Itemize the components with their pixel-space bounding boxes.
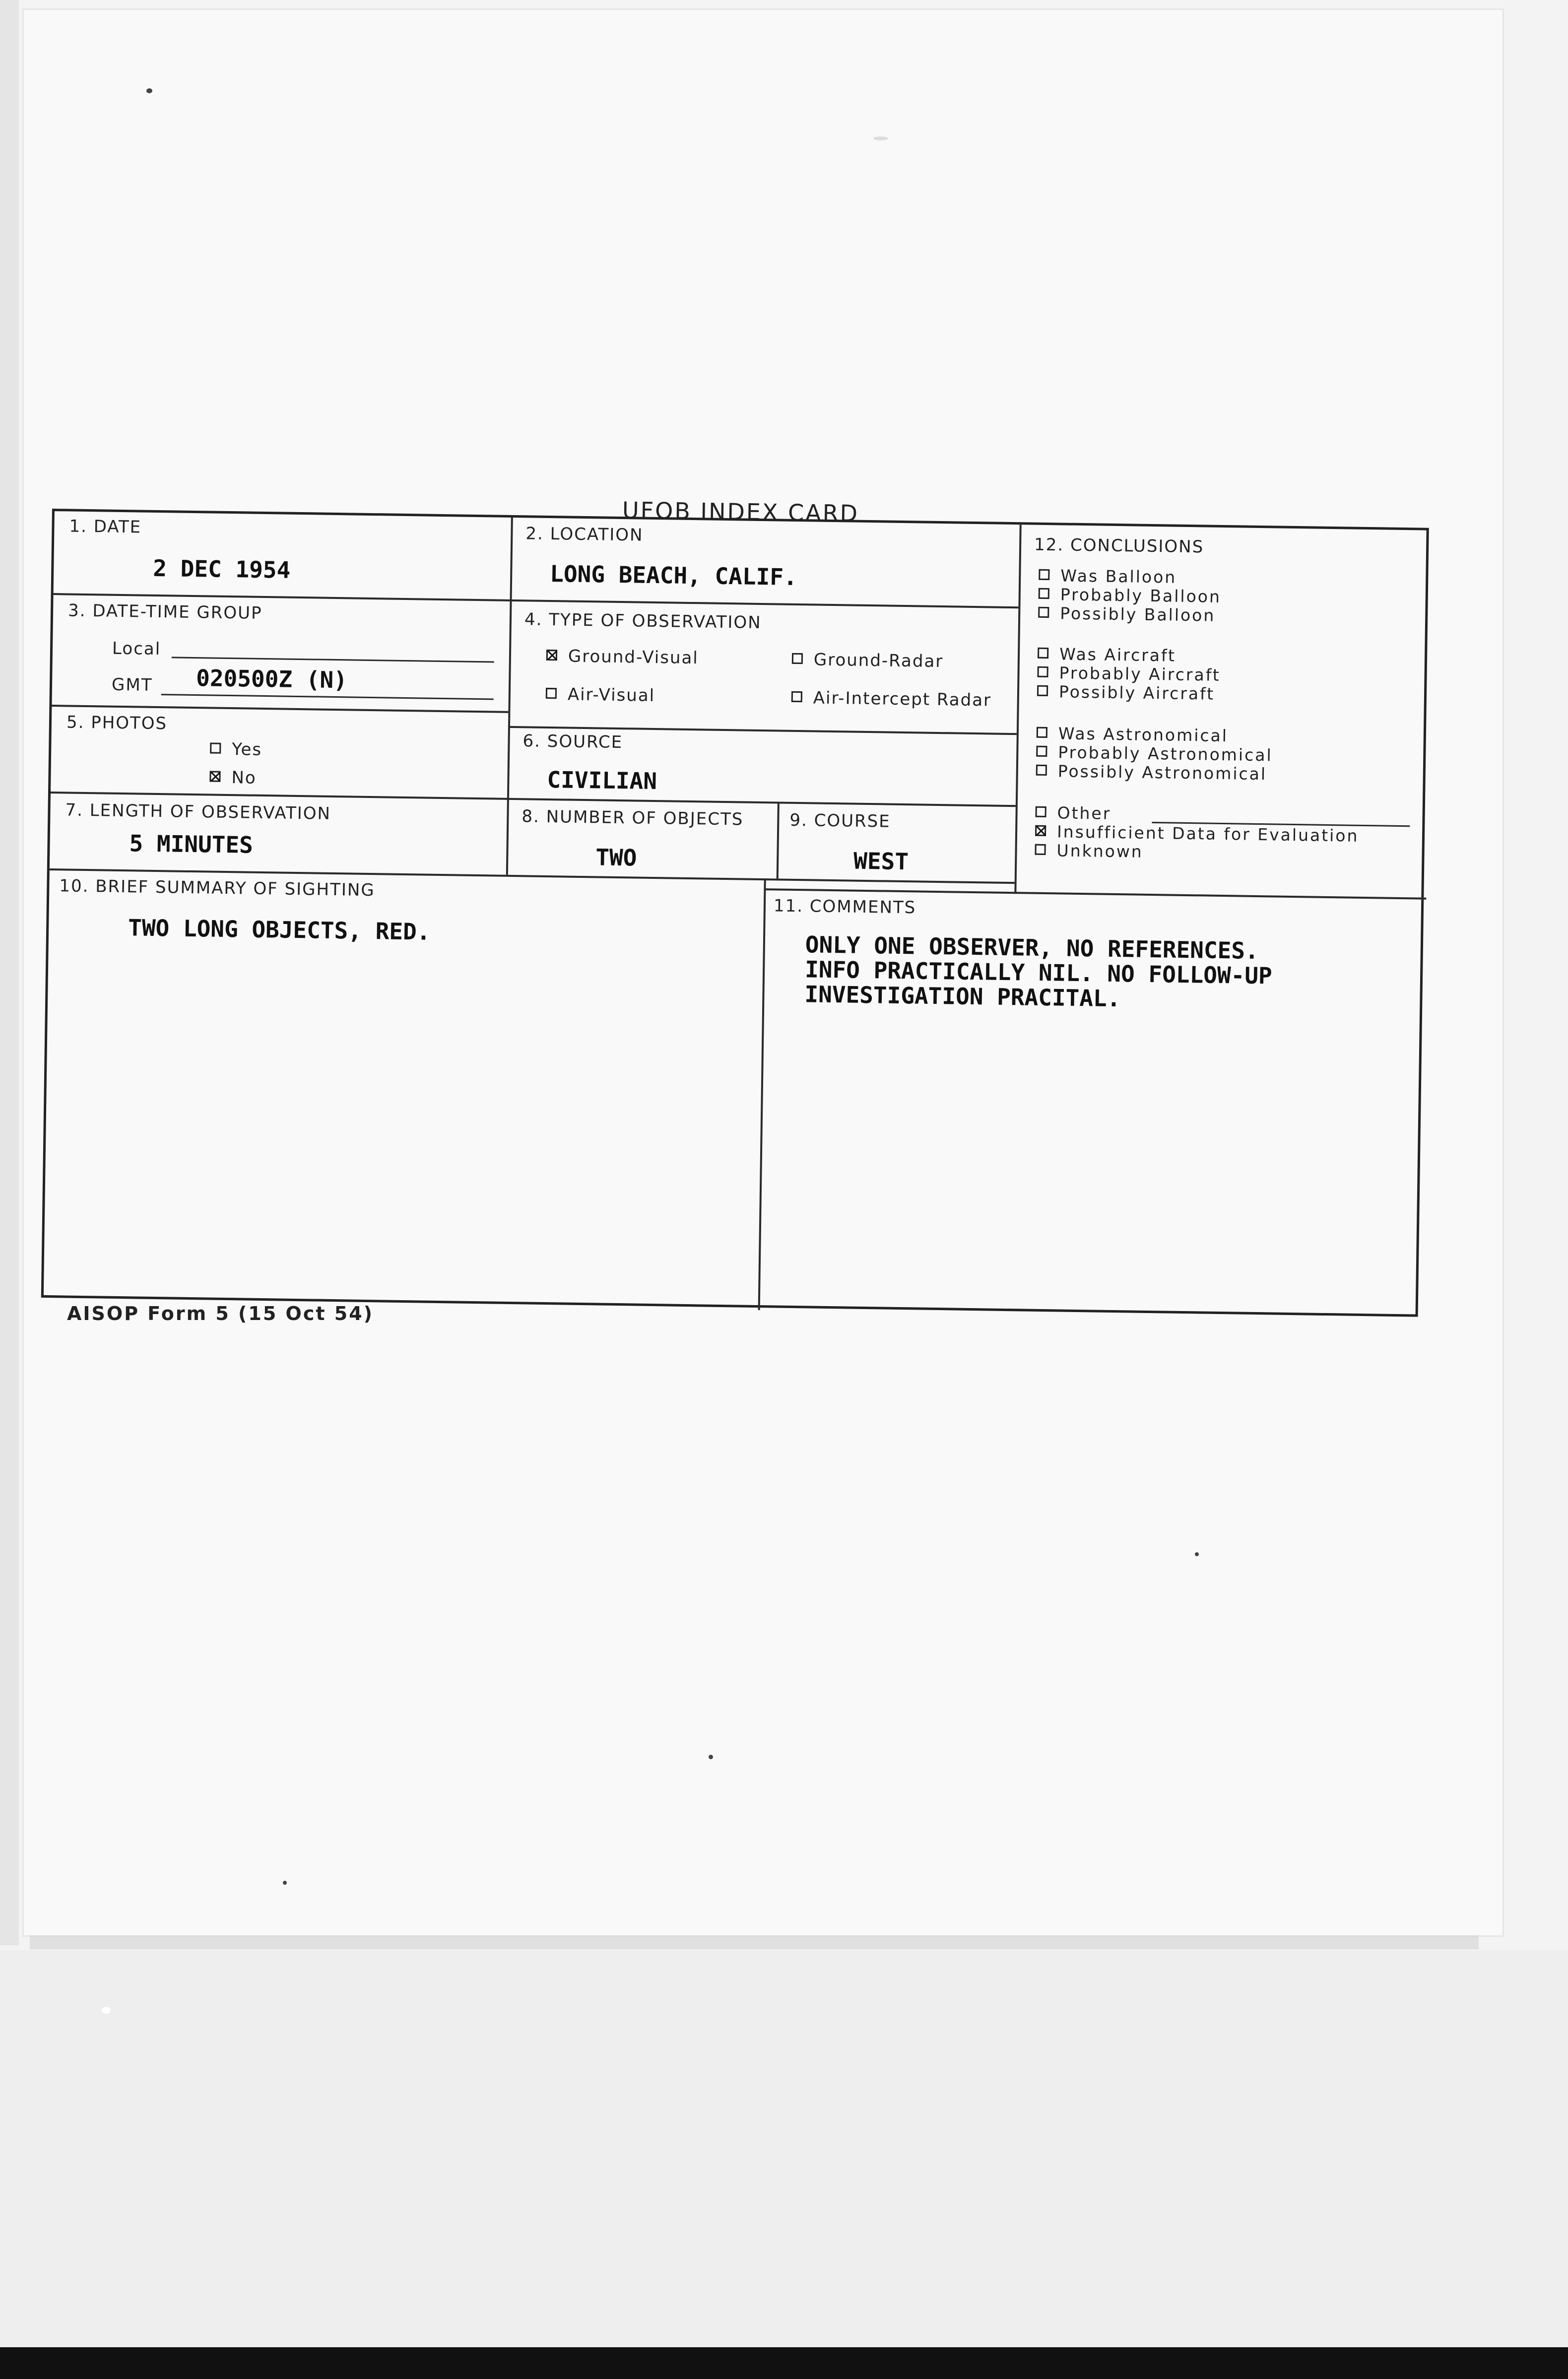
length-value: 5 MINUTES <box>129 830 254 859</box>
conclusion-probably-aircraft: Probably Aircraft <box>1037 663 1221 685</box>
date-value: 2 DEC 1954 <box>152 554 291 584</box>
source-label: 6. SOURCE <box>523 731 623 753</box>
divider <box>1014 892 1426 900</box>
conclusions-label: 12. CONCLUSIONS <box>1034 534 1204 557</box>
divider <box>764 888 1017 894</box>
scan-speck <box>873 136 888 140</box>
divider <box>1014 525 1021 892</box>
conclusion-unknown: Unknown <box>1035 841 1143 861</box>
option-ground-radar: Ground-Radar <box>792 650 944 671</box>
option-air-visual: Air-Visual <box>546 684 655 706</box>
photos-yes: Yes <box>210 739 262 759</box>
scan-speck <box>102 2007 111 2014</box>
local-underline <box>172 657 494 662</box>
checkbox-checked <box>546 649 557 660</box>
option-ground-visual: Ground-Visual <box>546 646 699 668</box>
date-label: 1. DATE <box>69 516 142 537</box>
conclusion-possibly-aircraft: Possibly Aircraft <box>1037 682 1215 704</box>
divider <box>52 705 508 713</box>
form-identifier: AISOP Form 5 (15 Oct 54) <box>67 1303 374 1324</box>
scan-speck <box>283 1881 287 1885</box>
scan-left-edge <box>0 0 19 1945</box>
checkbox <box>1039 569 1049 580</box>
num-objects-label: 8. NUMBER OF OBJECTS <box>522 806 744 830</box>
comments-line: INFO PRACTICALLY NIL. NO FOLLOW-UP <box>804 956 1273 990</box>
checkbox <box>1038 606 1049 617</box>
course-value: WEST <box>853 847 909 875</box>
conclusion-insufficient-data: Insufficient Data for Evaluation <box>1035 822 1359 846</box>
checkbox-checked <box>209 771 220 782</box>
conclusion-was-balloon: Was Balloon <box>1039 566 1176 587</box>
num-objects-value: TWO <box>595 844 637 871</box>
photos-no: No <box>209 767 257 788</box>
dtg-gmt-value: 020500Z (N) <box>196 664 348 694</box>
divider <box>758 878 766 1310</box>
conclusion-possibly-balloon: Possibly Balloon <box>1038 603 1216 625</box>
option-air-intercept-radar: Air-Intercept Radar <box>791 688 992 711</box>
checkbox <box>1037 727 1047 737</box>
checkbox <box>1036 764 1047 775</box>
checkbox-checked <box>1035 825 1046 836</box>
photos-label: 5. PHOTOS <box>66 712 168 734</box>
checkbox <box>546 687 557 698</box>
checkbox <box>1036 745 1047 756</box>
comments-line: INVESTIGATION PRACITAL. <box>804 981 1121 1012</box>
course-label: 9. COURSE <box>789 810 891 832</box>
length-label: 7. LENGTH OF OBSERVATION <box>65 800 331 824</box>
page-bottom-edge <box>30 1935 1479 1949</box>
location-label: 2. LOCATION <box>525 524 644 545</box>
gmt-underline <box>161 694 494 700</box>
checkbox <box>1039 588 1049 598</box>
comments-line: ONLY ONE OBSERVER, NO REFERENCES. <box>805 931 1259 965</box>
card-title: UFOB INDEX CARD <box>622 497 859 527</box>
scan-speck <box>709 1755 713 1759</box>
scan-background <box>0 1950 1568 2347</box>
summary-label: 10. BRIEF SUMMARY OF SIGHTING <box>59 876 375 901</box>
conclusion-possibly-astronomical: Possibly Astronomical <box>1036 761 1267 784</box>
checkbox <box>1037 685 1048 696</box>
divider <box>506 518 513 875</box>
summary-value: TWO LONG OBJECTS, RED. <box>128 914 431 945</box>
checkbox <box>791 691 802 702</box>
dtg-label: 3. DATE-TIME GROUP <box>67 600 262 623</box>
location-value: LONG BEACH, CALIF. <box>549 560 798 591</box>
card-form <box>41 509 1429 1317</box>
checkbox <box>1035 844 1045 855</box>
conclusion-was-astronomical: Was Astronomical <box>1037 724 1229 745</box>
dtg-gmt-label: GMT <box>111 674 153 695</box>
conclusion-probably-astronomical: Probably Astronomical <box>1036 742 1273 765</box>
dtg-local-label: Local <box>112 638 161 660</box>
observation-type-label: 4. TYPE OF OBSERVATION <box>524 609 762 633</box>
film-border <box>0 2347 1568 2379</box>
conclusion-probably-balloon: Probably Balloon <box>1039 585 1222 606</box>
scan-speck <box>1195 1552 1199 1556</box>
scan-speck <box>146 88 152 93</box>
conclusion-other: Other <box>1035 803 1111 823</box>
checkbox <box>210 742 221 753</box>
checkbox <box>792 653 803 663</box>
checkbox <box>1037 666 1048 677</box>
conclusion-was-aircraft: Was Aircraft <box>1038 644 1176 665</box>
ufob-index-card <box>41 497 1429 1329</box>
divider <box>777 801 780 878</box>
checkbox <box>1038 647 1048 658</box>
comments-label: 11. COMMENTS <box>773 896 916 918</box>
checkbox <box>1036 806 1046 817</box>
source-value: CIVILIAN <box>547 766 657 795</box>
